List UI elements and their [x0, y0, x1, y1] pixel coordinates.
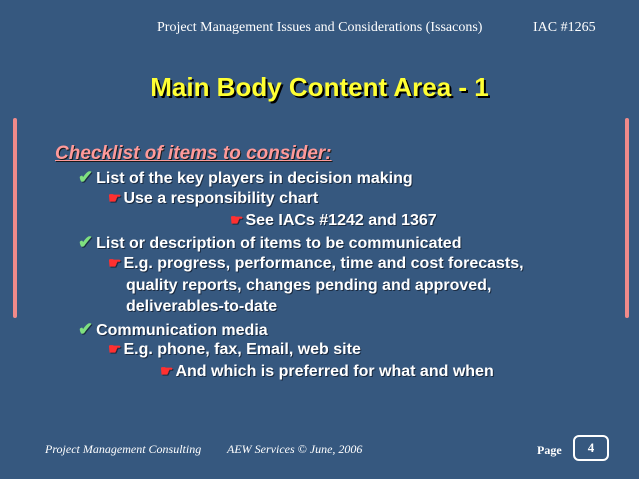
list-item-continuation	[126, 297, 277, 317]
left-accent-bar	[13, 118, 17, 318]
right-accent-bar	[625, 118, 629, 318]
list-item-text: E.g. progress, performance, time and cost forecasts,	[123, 255, 524, 272]
list-item-text: See IACs #1242 and 1367	[245, 212, 437, 229]
slide-header	[0, 20, 639, 40]
pointing-hand-icon: ☛	[160, 363, 174, 380]
list-item-text: List of the key players in decision making	[96, 170, 413, 187]
footer-copyright: AEW Services © June, 2006	[227, 442, 363, 456]
pointing-hand-icon: ☛	[108, 341, 122, 358]
list-item	[230, 211, 437, 231]
list-item	[108, 189, 318, 209]
checklist-heading: Checklist of items to consider:	[55, 143, 332, 164]
page-number: 4	[587, 440, 595, 455]
list-item	[108, 254, 524, 274]
header-id: IAC #1265	[533, 20, 596, 35]
list-item-continuation	[126, 276, 491, 296]
list-item-text: And which is preferred for what and when	[175, 363, 494, 380]
footer-company: Project Management Consulting	[45, 442, 202, 456]
list-item-text: Communication media	[96, 322, 268, 339]
pointing-hand-icon: ☛	[108, 255, 122, 272]
list-item-text: Use a responsibility chart	[123, 190, 319, 207]
list-item	[160, 362, 494, 382]
check-icon: ✔	[78, 232, 94, 252]
list-item	[108, 340, 361, 360]
pointing-hand-icon: ☛	[108, 190, 122, 207]
list-item	[78, 232, 461, 254]
page-label: Page	[537, 443, 562, 457]
list-item-text: List or description of items to be communicated	[96, 235, 462, 252]
header-title: Project Management Issues and Considerations (Issacons)	[157, 20, 483, 35]
list-item	[78, 319, 268, 341]
page-number-box	[573, 435, 609, 461]
list-item-text: E.g. phone, fax, Email, web site	[123, 341, 361, 358]
check-icon: ✔	[78, 319, 94, 339]
slide-footer	[0, 442, 639, 462]
pointing-hand-icon: ☛	[230, 212, 244, 229]
list-item-text: deliverables-to-date	[126, 298, 278, 315]
slide-title: Main Body Content Area - 1	[150, 72, 489, 102]
list-item	[78, 167, 413, 189]
check-icon: ✔	[78, 167, 94, 187]
list-item-text: quality reports, changes pending and approved,	[126, 277, 492, 294]
